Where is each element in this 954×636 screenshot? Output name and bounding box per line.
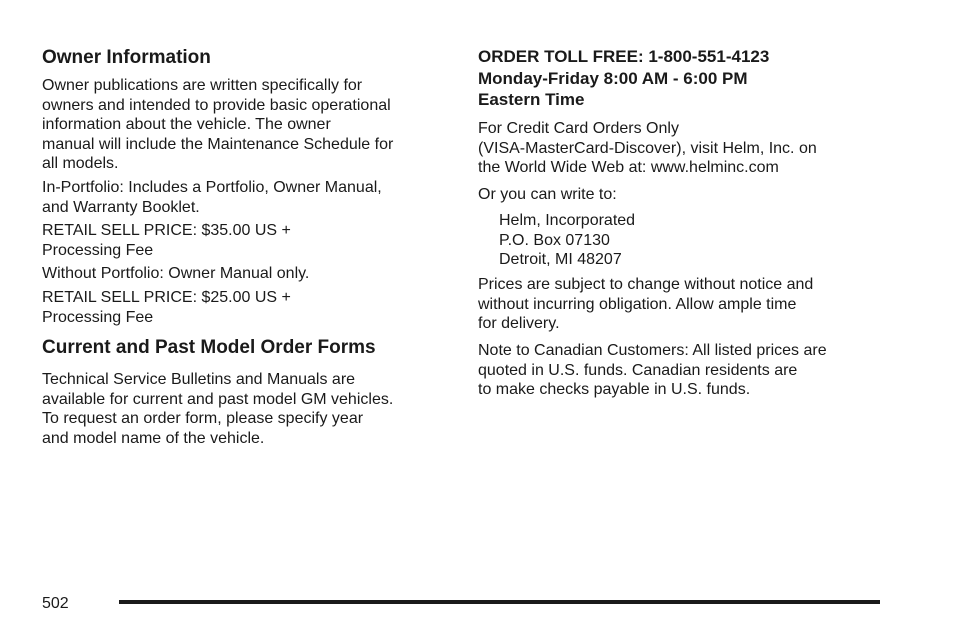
text-line: Without Portfolio: Owner Manual only. [42,265,310,282]
address-line: Helm, Incorporated [499,212,636,229]
without-portfolio-paragraph [42,264,309,284]
text-line: to make checks payable in U.S. funds. [478,381,751,398]
retail-price-portfolio [42,221,291,260]
text-line: owners and intended to provide basic operational [42,96,391,114]
text-line: quoted in U.S. funds. Canadian residents are [478,361,798,379]
toll-free-number: ORDER TOLL FREE: 1-800-551-4123 [478,47,770,66]
text-line: RETAIL SELL PRICE: $35.00 US + [42,222,291,239]
text-line: RETAIL SELL PRICE: $25.00 US + [42,289,291,306]
time-zone: Eastern Time [478,90,585,109]
address-line: P.O. Box 07130 [499,231,610,249]
text-line: Processing Fee [42,308,154,326]
text-line: (VISA-MasterCard-Discover), visit Helm, Inc. on [478,139,817,157]
address-line: Detroit, MI 48207 [499,251,622,268]
canadian-customers-paragraph [478,341,827,400]
text-line: Owner publications are written specifically for [42,77,363,94]
text-line: without incurring obligation. Allow ample time [478,295,797,313]
retail-price-no-portfolio [42,288,291,327]
prices-notice-paragraph [478,275,813,334]
mailing-address [499,211,635,270]
text-line: information about the vehicle. The owner [42,116,331,133]
owner-publications-paragraph [42,76,393,174]
order-toll-free-block [478,46,769,111]
text-line: To request an order form, please specify year [42,410,364,427]
order-forms-heading: Current and Past Model Order Forms [42,337,376,358]
page-number: 502 [42,595,69,612]
text-line: Prices are subject to change without notice and [478,276,814,293]
text-line: the World Wide Web at: www.helminc.com [478,159,779,176]
text-line: manual will include the Maintenance Schedule for [42,135,394,153]
text-line: and Warranty Booklet. [42,198,200,216]
text-line: In-Portfolio: Includes a Portfolio, Owner Manual, [42,179,382,196]
owner-information-heading: Owner Information [42,47,211,68]
text-line: available for current and past model GM vehicles. [42,390,394,408]
credit-card-paragraph [478,119,817,178]
order-forms-paragraph [42,370,393,448]
text-line: Technical Service Bulletins and Manuals are [42,371,356,388]
text-line: all models. [42,155,119,172]
text-line: for delivery. [478,315,560,332]
text-line: Note to Canadian Customers: All listed prices are [478,342,827,359]
text-line: and model name of the vehicle. [42,429,265,447]
text-line: Or you can write to: [478,186,617,203]
business-hours: Monday-Friday 8:00 AM - 6:00 PM [478,68,748,88]
footer-rule [119,600,880,604]
text-line: Processing Fee [42,241,154,259]
text-line: For Credit Card Orders Only [478,120,679,137]
write-to-paragraph [478,185,617,205]
in-portfolio-paragraph [42,178,382,217]
